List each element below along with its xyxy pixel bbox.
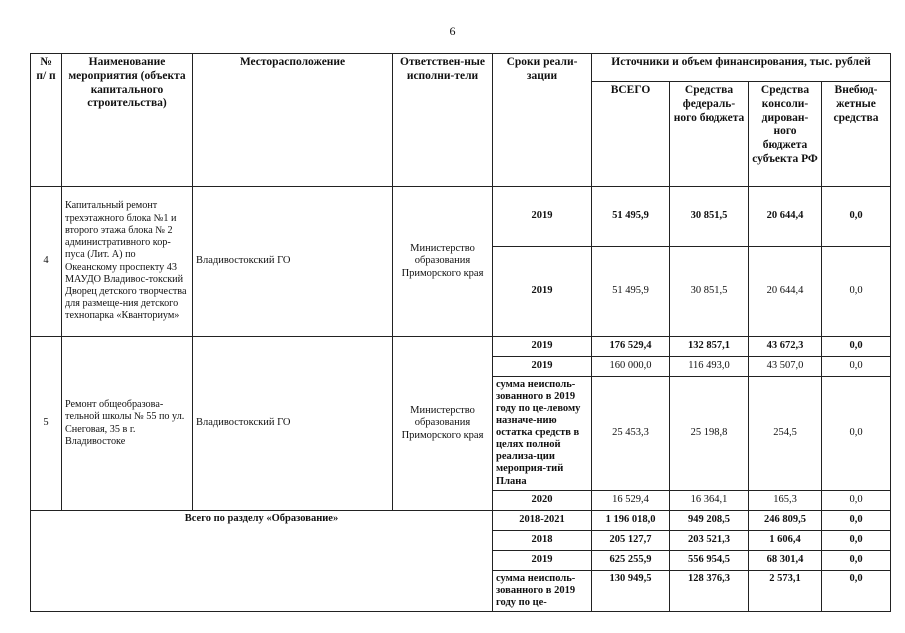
term-cell: 2018-2021 [493,511,592,531]
term-cell: 2019 [493,247,592,337]
regional-cell: 43 672,3 [749,337,822,357]
federal-cell: 949 208,5 [670,511,749,531]
term-cell: 2019 [493,551,592,571]
offbudget-cell: 0,0 [822,531,891,551]
offbudget-cell: 0,0 [822,491,891,511]
total-cell: 51 495,9 [592,247,670,337]
header-regional: Средства консоли-дирован-ного бюджета субъекта РФ [749,82,822,187]
offbudget-cell: 0,0 [822,187,891,247]
term-cell: сумма неисполь-зованного в 2019 году по це- [493,571,592,612]
regional-cell: 2 573,1 [749,571,822,612]
regional-cell: 20 644,4 [749,187,822,247]
item-number: 5 [31,337,62,511]
regional-cell: 165,3 [749,491,822,511]
item-name: Ремонт общеобразова-тельной школы № 55 по ул. Снеговая, 35 в г. Владивостоке [62,337,193,511]
federal-cell: 203 521,3 [670,531,749,551]
offbudget-cell: 0,0 [822,377,891,491]
item-executor: Министерство образования Приморского края [393,337,493,511]
federal-cell: 25 198,8 [670,377,749,491]
header-num: № п/ п [31,54,62,187]
total-cell: 160 000,0 [592,357,670,377]
term-cell: 2019 [493,357,592,377]
financing-table [30,53,891,612]
table-row [31,187,891,247]
regional-cell: 1 606,4 [749,531,822,551]
term-cell: 2019 [493,187,592,247]
total-cell: 16 529,4 [592,491,670,511]
term-cell: 2018 [493,531,592,551]
total-cell: 51 495,9 [592,187,670,247]
header-terms: Сроки реали-зации [493,54,592,187]
item-location: Владивостокский ГО [193,187,393,337]
header-executors: Ответствен-ные исполни-тели [393,54,493,187]
header-total: ВСЕГО [592,82,670,187]
regional-cell: 43 507,0 [749,357,822,377]
term-cell: сумма неисполь-зованного в 2019 году по це-левому назначе-нию остатка средств в целях полной реализа-ции мероприя-тий Плана [493,377,592,491]
offbudget-cell: 0,0 [822,247,891,337]
table-row [31,511,891,531]
total-cell: 25 453,3 [592,377,670,491]
item-executor: Министерство образования Приморского края [393,187,493,337]
header-offbudget: Внебюд-жетные средства [822,82,891,187]
offbudget-cell: 0,0 [822,571,891,612]
federal-cell: 30 851,5 [670,247,749,337]
total-cell: 625 255,9 [592,551,670,571]
table-row [31,337,891,357]
regional-cell: 68 301,4 [749,551,822,571]
header-sources: Источники и объем финансирования, тыс. рублей [592,54,891,82]
total-cell: 176 529,4 [592,337,670,357]
regional-cell: 20 644,4 [749,247,822,337]
header-location: Месторасположение [193,54,393,187]
item-number: 4 [31,187,62,337]
federal-cell: 132 857,1 [670,337,749,357]
offbudget-cell: 0,0 [822,357,891,377]
item-name: Капитальный ремонт трехэтажного блока №1 и второго этажа блока № 2 административного кор-пуса (Лит. А) по Океанскому проспекту 43 МАУДО Владивос-токский Дворец детского творчества для размеще-ния детского технопарка «Кванториум» [62,187,193,337]
total-cell: 1 196 018,0 [592,511,670,531]
federal-cell: 16 364,1 [670,491,749,511]
offbudget-cell: 0,0 [822,337,891,357]
regional-cell: 254,5 [749,377,822,491]
total-cell: 130 949,5 [592,571,670,612]
regional-cell: 246 809,5 [749,511,822,531]
section-total-label: Всего по разделу «Образование» [31,511,493,612]
page-number: 6 [449,24,456,38]
federal-cell: 128 376,3 [670,571,749,612]
header-name: Наименование мероприятия (объекта капитального строительства) [62,54,193,187]
offbudget-cell: 0,0 [822,551,891,571]
header-row [31,54,891,82]
item-location: Владивостокский ГО [193,337,393,511]
header-federal: Средства федераль-ного бюджета [670,82,749,187]
total-cell: 205 127,7 [592,531,670,551]
federal-cell: 116 493,0 [670,357,749,377]
term-cell: 2020 [493,491,592,511]
term-cell: 2019 [493,337,592,357]
federal-cell: 30 851,5 [670,187,749,247]
offbudget-cell: 0,0 [822,511,891,531]
federal-cell: 556 954,5 [670,551,749,571]
